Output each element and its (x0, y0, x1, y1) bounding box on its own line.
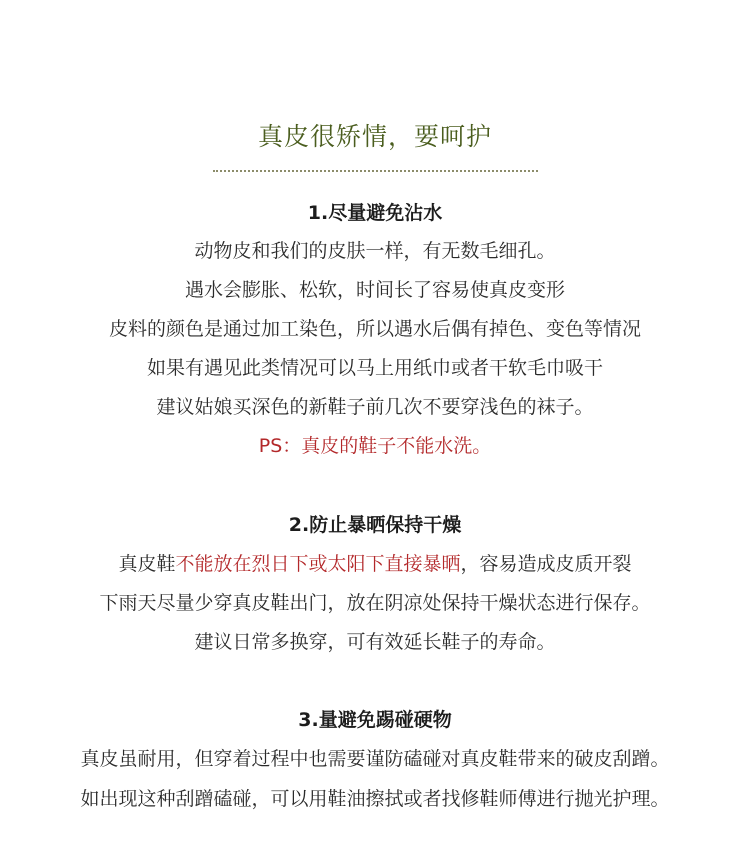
section2-heading: 2.防止暴晒保持干燥 (288, 514, 462, 536)
section2-line-prefix: 真皮鞋 (118, 553, 176, 575)
section3-heading: 3.量避免踢碰硬物 (298, 709, 452, 731)
ps-warning: PS：真皮的鞋子不能水洗。 (258, 435, 492, 457)
section2-line: 建议日常多换穿，可有效延长鞋子的寿命。 (194, 631, 556, 653)
section1-line: 如果有遇见此类情况可以马上用纸巾或者干软毛巾吸干 (146, 357, 603, 379)
section1-line: 建议姑娘买深色的新鞋子前几次不要穿浅色的袜子。 (156, 396, 594, 418)
section3-line: 如出现这种刮蹭磕碰，可以用鞋油擦拭或者找修鞋师傅进行抛光护理。 (80, 788, 670, 810)
section1-line: 皮料的颜色是通过加工染色，所以遇水后偶有掉色、变色等情况 (108, 318, 641, 340)
section2-line (0, 551, 750, 577)
section1-heading: 1.尽量避免沾水 (307, 202, 443, 224)
section1-line: 遇水会膨胀、松软，时间长了容易使真皮变形 (184, 279, 565, 301)
section2-line-suffix: ，容易造成皮质开裂 (460, 553, 632, 575)
page-title: 真皮很矫情，要呵护 (257, 122, 492, 151)
sun-warning-text: 不能放在烈日下或太阳下直接暴晒 (175, 553, 461, 575)
section1-line: 动物皮和我们的皮肤一样，有无数毛细孔。 (194, 240, 556, 262)
dotted-divider (213, 170, 538, 172)
section2-line: 下雨天尽量少穿真皮鞋出门，放在阴凉处保持干燥状态进行保存。 (99, 592, 651, 614)
section3-line: 真皮虽耐用，但穿着过程中也需要谨防磕碰对真皮鞋带来的破皮刮蹭。 (80, 748, 670, 770)
